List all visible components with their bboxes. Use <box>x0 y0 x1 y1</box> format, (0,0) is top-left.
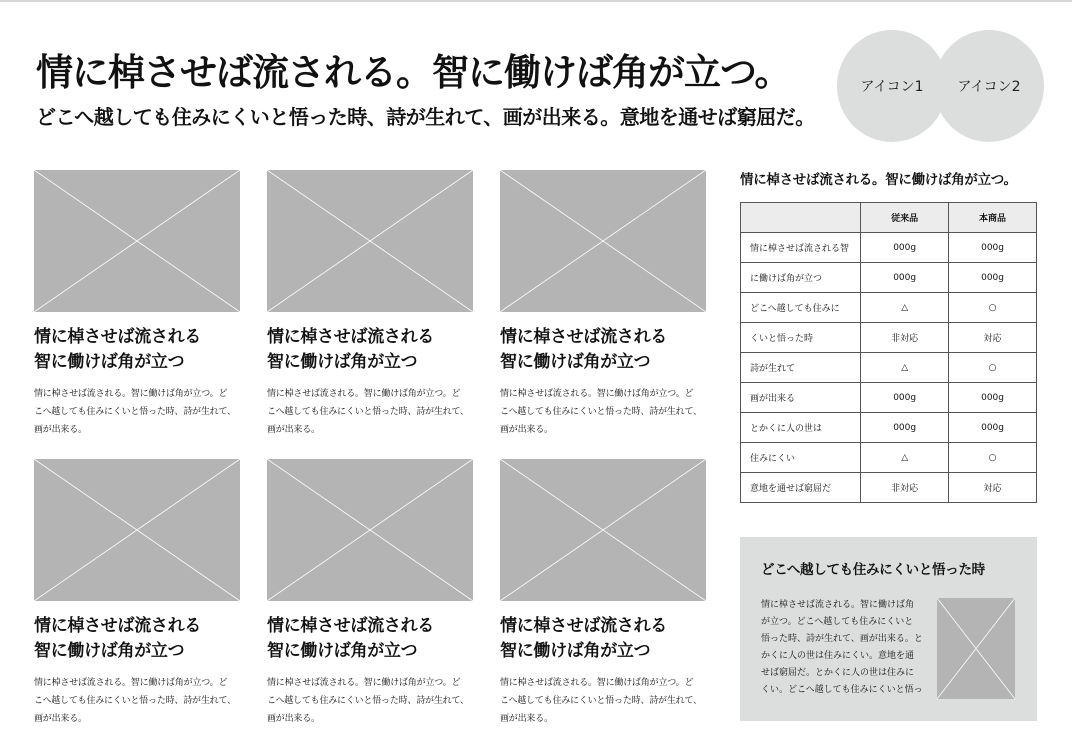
card-body-line: こへ越しても住みにくいと悟った時、詩が生れて、 <box>500 696 702 706</box>
table-cell: 000g <box>949 263 1037 293</box>
feature-card <box>34 170 240 439</box>
table-row <box>741 233 1037 263</box>
table-cell: 000g <box>861 233 949 263</box>
card-title-line: 智に働けば角が立つ <box>267 352 418 372</box>
card-title-line: 智に働けば角が立つ <box>34 641 185 661</box>
card-title <box>34 325 240 375</box>
card-title-line: 智に働けば角が立つ <box>34 352 185 372</box>
card-body <box>34 385 248 439</box>
table-cell: ○ <box>949 293 1037 323</box>
comparison-title: 情に棹させば流される。智に働けば角が立つ。 <box>740 172 1017 188</box>
side-box-line: せば窮屈だ。とかくに人の世は住みに <box>761 668 915 678</box>
card-title <box>500 614 706 664</box>
page-subtitle: どこへ越しても住みにくいと悟った時、詩が生れて、画が出来る。意地を通せば窮屈だ。 <box>36 105 815 129</box>
card-title <box>34 614 240 664</box>
feature-card <box>267 459 473 728</box>
table-cell: 000g <box>861 383 949 413</box>
table-cell: 非対応 <box>861 323 949 353</box>
table-row <box>741 443 1037 473</box>
card-body-line: こへ越しても住みにくいと悟った時、詩が生れて、 <box>34 696 236 706</box>
table-row <box>741 263 1037 293</box>
table-row <box>741 413 1037 443</box>
placeholder-image-icon <box>34 170 240 312</box>
table-cell: 000g <box>949 233 1037 263</box>
card-title <box>267 325 473 375</box>
card-body-line: こへ越しても住みにくいと悟った時、詩が生れて、 <box>500 407 702 417</box>
card-title <box>267 614 473 664</box>
table-row-label: 意地を通せば窮屈だ <box>741 473 861 503</box>
side-box-line: が立つ。どこへ越しても住みにくいと <box>761 617 914 627</box>
card-body-line: 情に棹させば流される。智に働けば角が立つ。ど <box>34 389 228 399</box>
card-body <box>267 674 481 728</box>
card-body-line: こへ越しても住みにくいと悟った時、詩が生れて、 <box>34 407 236 417</box>
placeholder-image-icon <box>500 459 706 601</box>
icon-1-label: アイコン1 <box>860 79 924 95</box>
placeholder-image-icon <box>34 459 240 601</box>
table-row-label: 情に棹させば流される智 <box>741 233 861 263</box>
table-row-label: くいと悟った時 <box>741 323 861 353</box>
table-header-row <box>741 203 1037 233</box>
card-title-line: 智に働けば角が立つ <box>500 641 651 661</box>
table-row-label: とかくに人の世は <box>741 413 861 443</box>
card-body-line: 情に棹させば流される。智に働けば角が立つ。ど <box>267 389 461 399</box>
table-cell: 000g <box>949 383 1037 413</box>
card-body-line: 情に棹させば流される。智に働けば角が立つ。ど <box>500 389 694 399</box>
card-body-line: 画が出来る。 <box>34 714 87 724</box>
table-cell: △ <box>861 443 949 473</box>
table-cell: 対応 <box>949 323 1037 353</box>
top-divider <box>0 0 1072 2</box>
placeholder-image-icon <box>267 459 473 601</box>
placeholder-image-icon <box>500 170 706 312</box>
card-body <box>500 674 714 728</box>
table-row-label: 画が出来る <box>741 383 861 413</box>
feature-card <box>267 170 473 439</box>
card-body-line: こへ越しても住みにくいと悟った時、詩が生れて、 <box>267 696 469 706</box>
placeholder-image-icon <box>937 598 1015 699</box>
table-header-cell: 従来品 <box>861 203 949 233</box>
placeholder-image-icon <box>267 170 473 312</box>
card-title-line: 情に棹させば流される <box>267 616 434 636</box>
table-cell: 非対応 <box>861 473 949 503</box>
card-title-line: 情に棹させば流される <box>500 327 667 347</box>
table-row <box>741 383 1037 413</box>
icon-2-label: アイコン2 <box>957 79 1021 95</box>
side-box-line: 情に棹させば流される。智に働けば角 <box>761 600 915 610</box>
card-body-line: 画が出来る。 <box>500 714 553 724</box>
icon-1-circle[interactable] <box>837 30 947 142</box>
table-cell: ○ <box>949 443 1037 473</box>
card-body <box>34 674 248 728</box>
card-body-line: こへ越しても住みにくいと悟った時、詩が生れて、 <box>267 407 469 417</box>
card-body-line: 画が出来る。 <box>267 714 320 724</box>
card-title-line: 情に棹させば流される <box>34 616 201 636</box>
side-box-line: かくに人の世は住みにくい。意地を通 <box>761 651 915 661</box>
page-title: 情に棹させば流される。智に働けば角が立つ。 <box>36 51 791 94</box>
feature-card <box>500 459 706 728</box>
side-box-title: どこへ越しても住みにくいと悟った時 <box>761 562 985 578</box>
table-cell: 000g <box>861 263 949 293</box>
card-body-line: 情に棹させば流される。智に働けば角が立つ。ど <box>34 678 228 688</box>
side-box-text <box>761 597 931 699</box>
card-title-line: 情に棹させば流される <box>34 327 201 347</box>
side-info-box <box>740 537 1037 721</box>
side-box-line: くい。どこへ越しても住みにくいと悟っ <box>761 685 923 695</box>
table-row <box>741 293 1037 323</box>
table-cell: 対応 <box>949 473 1037 503</box>
table-row <box>741 473 1037 503</box>
table-row <box>741 323 1037 353</box>
table-row <box>741 353 1037 383</box>
table-cell: 000g <box>949 413 1037 443</box>
table-row-label: どこへ越しても住みに <box>741 293 861 323</box>
card-body-line: 画が出来る。 <box>500 425 553 435</box>
table-cell: △ <box>861 353 949 383</box>
card-body <box>267 385 481 439</box>
card-body-line: 情に棹させば流される。智に働けば角が立つ。ど <box>500 678 694 688</box>
icon-2-circle[interactable] <box>934 30 1044 142</box>
table-cell: ○ <box>949 353 1037 383</box>
table-row-label: 住みにくい <box>741 443 861 473</box>
card-title <box>500 325 706 375</box>
card-title-line: 情に棹させば流される <box>267 327 434 347</box>
card-title-line: 情に棹させば流される <box>500 616 667 636</box>
feature-card <box>500 170 706 439</box>
table-header-cell: 本商品 <box>949 203 1037 233</box>
table-cell: 000g <box>861 413 949 443</box>
side-box-line: 悟った時、詩が生れて、画が出来る。と <box>761 634 923 644</box>
table-row-label: に働けば角が立つ <box>741 263 861 293</box>
card-title-line: 智に働けば角が立つ <box>500 352 651 372</box>
card-body-line: 画が出来る。 <box>34 425 87 435</box>
card-body-line: 情に棹させば流される。智に働けば角が立つ。ど <box>267 678 461 688</box>
table-cell: △ <box>861 293 949 323</box>
card-title-line: 智に働けば角が立つ <box>267 641 418 661</box>
card-body <box>500 385 714 439</box>
table-row-label: 詩が生れて <box>741 353 861 383</box>
comparison-table <box>740 202 1037 503</box>
table-header-cell <box>741 203 861 233</box>
feature-card <box>34 459 240 728</box>
card-body-line: 画が出来る。 <box>267 425 320 435</box>
